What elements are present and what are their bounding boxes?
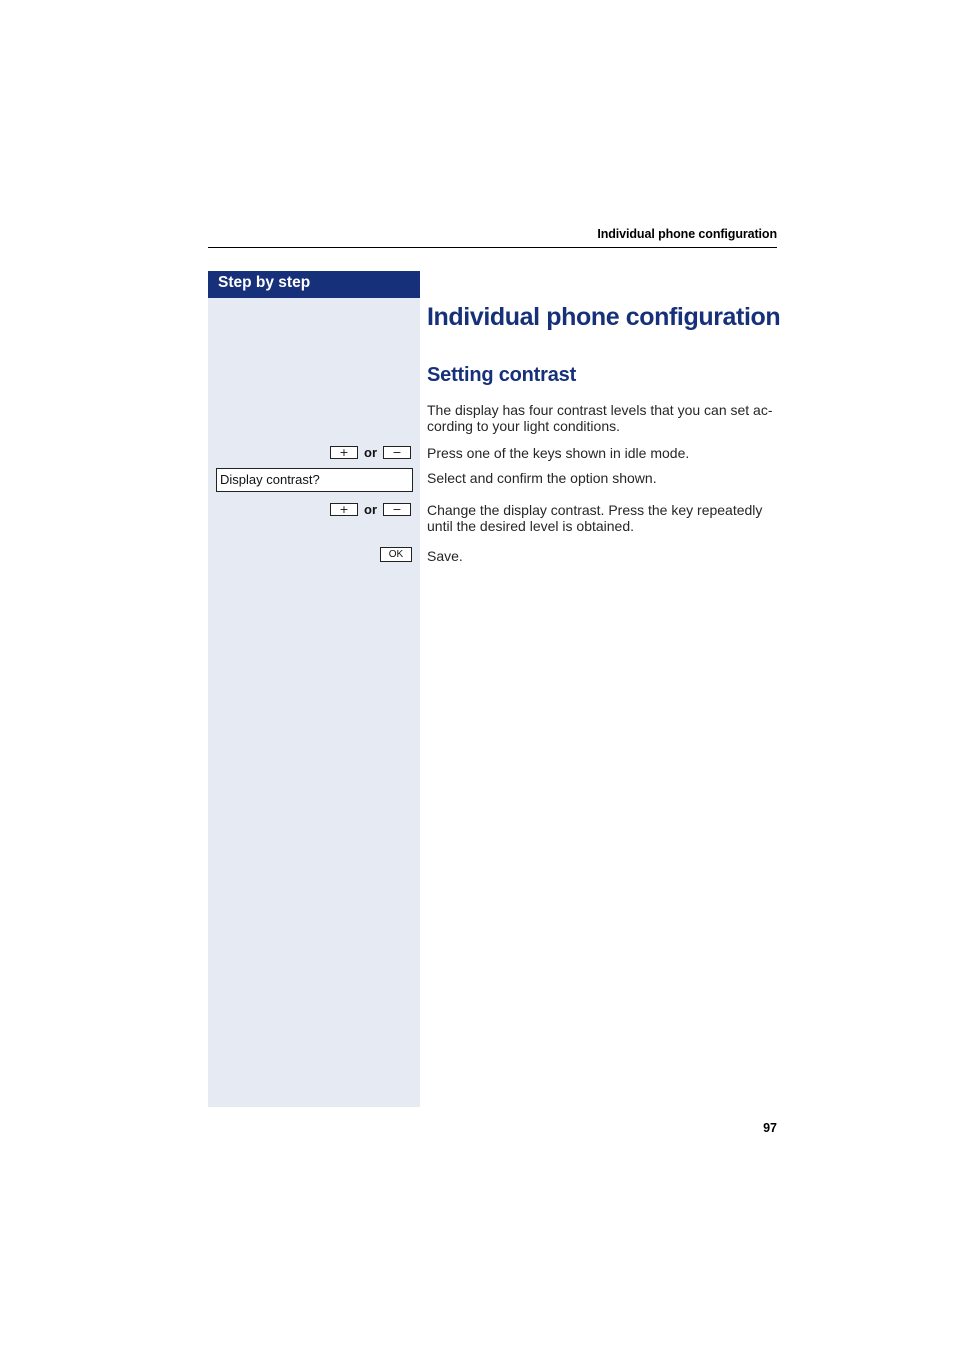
page-title: Individual phone configuration [427,303,781,331]
instruction-text: Save. [427,548,463,564]
intro-line: cording to your light conditions. [427,418,620,434]
header-rule [208,247,777,248]
or-label: or [364,501,377,517]
page-number: 97 [763,1121,777,1135]
instruction-text: Press one of the keys shown in idle mode. [427,445,690,461]
minus-key[interactable]: − [383,446,411,459]
plus-minus-keys [330,444,411,460]
instruction-text: Change the display contrast. Press the key repeatedly until the desired level is obtained. [427,502,763,534]
plus-minus-keys [330,501,411,517]
intro-line: The display has four contrast levels that you can set ac- [427,402,773,418]
ok-key[interactable]: OK [380,547,412,562]
section-title: Setting contrast [427,364,577,386]
display-option-box[interactable]: Display contrast? [216,468,413,492]
plus-key[interactable]: + [330,446,358,459]
intro-paragraph [427,402,779,434]
step-by-step-sidebar [208,271,420,1107]
instruction-text: Select and confirm the option shown. [427,470,657,486]
running-header: Individual phone configuration [597,227,777,241]
minus-key[interactable]: − [383,503,411,516]
plus-key[interactable]: + [330,503,358,516]
sidebar-title: Step by step [208,271,420,298]
or-label: or [364,444,377,460]
